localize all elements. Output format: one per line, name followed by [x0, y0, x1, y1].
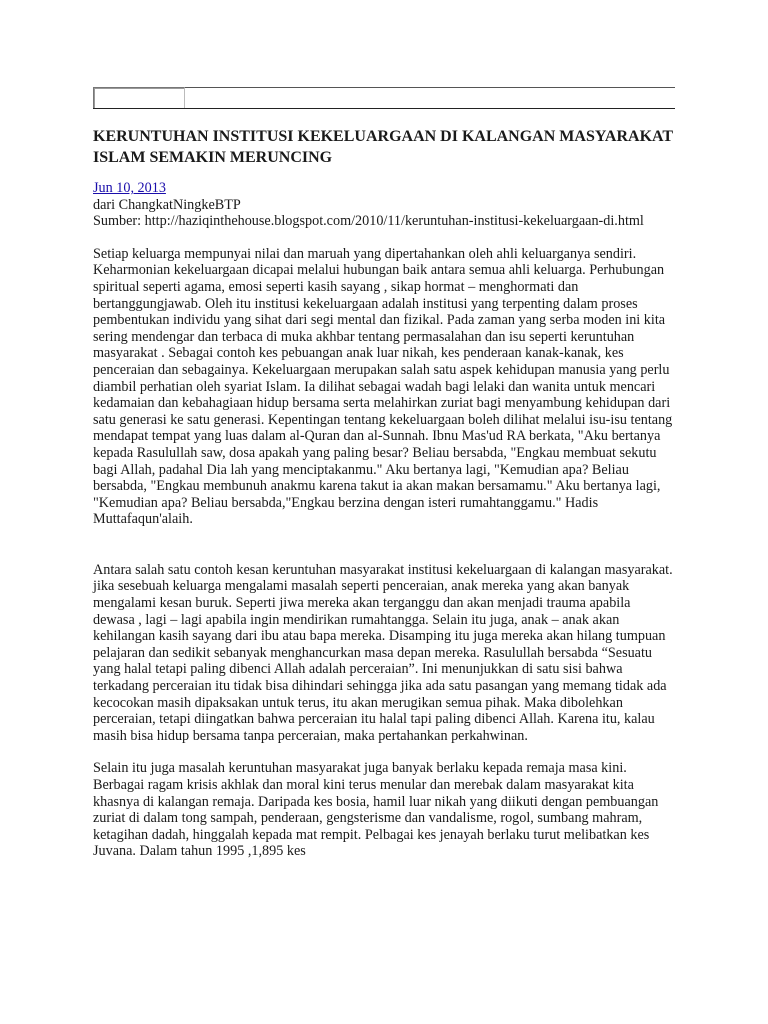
article-title: KERUNTUHAN INSTITUSI KEKELUARGAAN DI KALANGAN MASYARAKAT ISLAM SEMAKIN MERUNCING	[93, 128, 673, 166]
header-toolbar	[93, 87, 675, 109]
paragraph-2: Antara salah satu contoh kesan keruntuhan masyarakat institusi kekeluargaan di kalangan masyarakat. jika sesebuah keluarga mengalami masalah seperti penceraian, anak mereka yang akan banyak mengalami kesan buruk. Seperti jiwa mereka akan terganggu dan akan menjadi trauma apabila dewasa , lagi – lagi apabila ingin mendirikan rumahtangga. Selain itu juga, anak – anak akan kehilangan kasih sayang dari ibu atau bapa mereka. Disamping itu juga mereka akan hilang tumpuan pelajaran dan sedikit sebanyak menghancurkan masa depan mereka. Rasulullah bersabda “Sesuatu yang halal tetapi paling dibenci Allah adalah perceraian”. Ini menunjukkan di satu sisi bahwa terkadang perceraian itu tidak bisa dihindari sehingga jika ada satu pasangan yang memang tidak ada kecocokan masih dipaksakan untuk terus, itu akan merugikan semua pihak. Maka dibolehkan perceraian, tetapi diingatkan bahwa perceraian itu halal tapi paling dibenci Allah. Karena itu, kalau masih bisa hidup bersama tanpa perceraian, maka pertahankan perkahwinan.	[93, 561, 673, 744]
header-rule-top	[185, 87, 675, 88]
date-link[interactable]: Jun 10, 2013	[93, 180, 166, 196]
author-line: dari ChangkatNingkeBTP	[93, 196, 241, 213]
header-rule-bottom	[93, 108, 675, 109]
spacer	[93, 744, 673, 760]
paragraph-3: Selain itu juga masalah keruntuhan masyarakat juga banyak berlaku kepada remaja masa kini. Berbagai ragam krisis akhlak dan moral kini terus menular dan merebak dalam masyarakat kita khasnya di kalangan remaja. Daripada kes bosia, hamil luar nikah yang diikuti dengan pembuangan zuriat di dalam tong sampah, penderaan, gengsterisme dan vandalisme, rogol, sumbang mahram, ketagihan dadah, hinggalah kepada mat rempit. Pelbagai kes jenayah berlaku turut melibatkan kes Juvana. Dalam tahun 1995 ,1,895 kes	[93, 760, 659, 860]
header-input-box[interactable]	[93, 87, 185, 109]
spacer	[93, 528, 673, 562]
paragraph-1: Setiap keluarga mempunyai nilai dan maruah yang dipertahankan oleh ahli keluarganya sendiri. Keharmonian kekeluargaan dicapai melalui hubungan baik antara semua ahli keluarga. Perhubungan spiritual seperti agama, emosi seperti kasih sayang , sikap hormat – menghormati dan bertanggungjawab. Oleh itu institusi kekeluargaan adalah institusi yang terpenting dalam proses pembentukan individu yang sihat dari segi mental dan fizikal. Pada zaman yang serba moden ini kita sering mendengar dan terbaca di muka akhbar tentang permasalahan dan isu seperti keruntuhan masyarakat . Sebagai contoh kes pebuangan anak luar nikah, kes penderaan kanak-kanak, kes penceraian dan sebagainya. Kekeluargaan merupakan salah satu aspek kehidupan manusia yang perlu diambil perhatian oleh syariat Islam. Ia dilihat sebagai wadah bagi lelaki dan wanita untuk mencari kedamaian dan kebahagiaan hidup bersama serta melahirkan zuriat bagi menyambung kehidupan dari satu generasi ke satu generasi. Kepentingan tentang kekeluargaan boleh dilihat melalui isu-isu tentang mendapat tempat yang luas dalam al-Quran dan al-Sunnah. Ibnu Mas'ud RA berkata, "Aku bertanya kepada Rasulullah saw, dosa apakah yang paling besar? Beliau bersabda, "Engkau membuat sekutu bagi Allah, padahal Dia lah yang menciptakanmu." Aku bertanya lagi, "Kemudian apa? Beliau bersabda, "Engkau membunuh anakmu karena takut ia akan makan bersamamu." Aku bertanya lagi, "Kemudian apa? Beliau bersabda,"Engkau berzina dengan isteri rumahtanggamu." Hadis Muttafaqun'alaih.	[93, 245, 673, 528]
spacer	[93, 230, 673, 246]
source-line: Sumber: http://haziqinthehouse.blogspot.com/2010/11/keruntuhan-institusi-kekeluargaan-di.html	[93, 213, 644, 230]
article-body	[93, 180, 673, 860]
